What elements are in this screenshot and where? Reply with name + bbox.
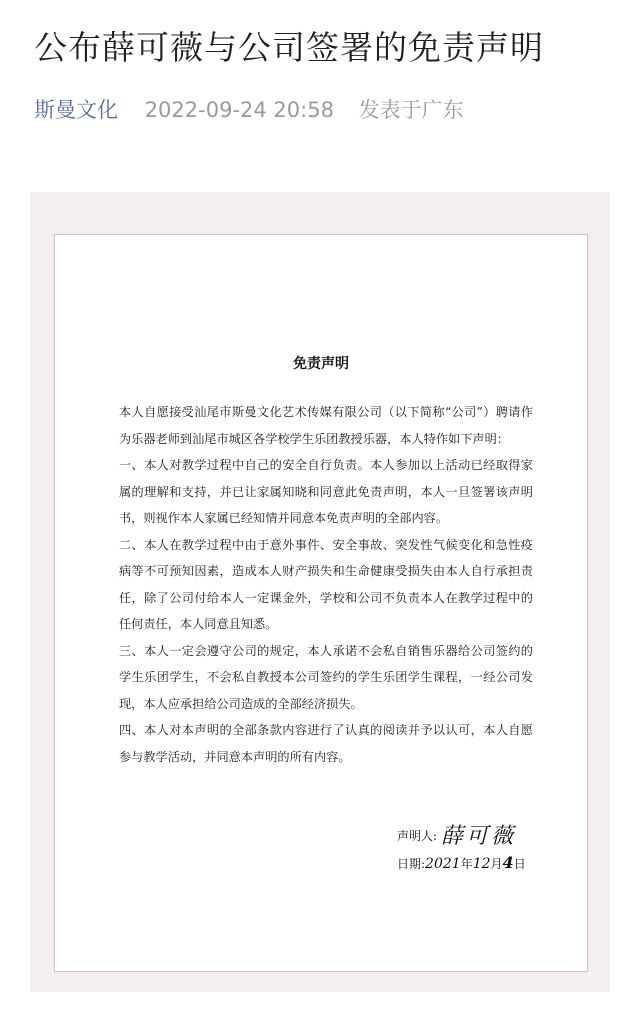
publish-date: 2022-09-24 20:58 bbox=[144, 98, 334, 122]
date-line bbox=[397, 853, 526, 872]
document-body bbox=[119, 399, 533, 770]
document-paragraph: 四、本人对本声明的全部条款内容进行了认真的阅读并予以认可，本人自愿参与教学活动，并同意本声明的所有内容。 bbox=[119, 723, 533, 764]
document-paragraph: 一、本人对教学过程中自己的安全自行负责。本人参加以上活动已经取得家属的理解和支持，并已让家属知晓和同意此免责声明，本人一旦签署该声明书，则视作本人家属已经知情并同意本免责声明的全部内容。 bbox=[119, 458, 533, 525]
article-title: 公布薛可薇与公司签署的免责声明 bbox=[34, 28, 544, 67]
date-label: 日期: bbox=[397, 857, 426, 871]
date-month-unit: 月 bbox=[490, 857, 503, 871]
signature-line bbox=[397, 819, 516, 850]
document-title: 免责声明 bbox=[293, 356, 349, 372]
date-day-unit: 日 bbox=[513, 857, 526, 871]
date-year: 2021 bbox=[425, 856, 461, 872]
date-day: 4 bbox=[502, 853, 514, 872]
signature-label: 声明人: bbox=[397, 829, 438, 843]
author-link[interactable]: 斯曼文化 bbox=[34, 98, 118, 122]
document-paragraph: 本人自愿接受汕尾市斯曼文化艺术传媒有限公司（以下简称“公司”）聘请作为乐器老师到汕尾市城区各学校学生乐团教授乐器，本人特作如下声明： bbox=[119, 405, 533, 446]
handwritten-signature: 薛可薇 bbox=[441, 824, 517, 849]
article-meta bbox=[34, 94, 464, 126]
document-paper bbox=[54, 234, 588, 972]
publish-location: 发表于广东 bbox=[358, 98, 464, 122]
date-month: 12 bbox=[472, 856, 491, 872]
document-paragraph: 三、本人一定会遵守公司的规定，本人承诺不会私自销售乐器给公司签约的学生乐团学生，不会私自教授本公司签约的学生乐团学生课程，一经公司发现，本人应承担给公司造成的全部经济损失。 bbox=[119, 643, 533, 711]
date-year-unit: 年 bbox=[460, 857, 473, 871]
document-paragraph: 二、本人在教学过程中由于意外事件、安全事故、突发性气候变化和急性疫病等不可预知因素，造成本人财产损失和生命健康受损失由本人自行承担责任，除了公司付给本人一定课金外，学校和公司不负责本人在教学过程中的任何责任，本人同意且知悉。 bbox=[119, 537, 533, 631]
document-photo[interactable] bbox=[30, 192, 610, 992]
